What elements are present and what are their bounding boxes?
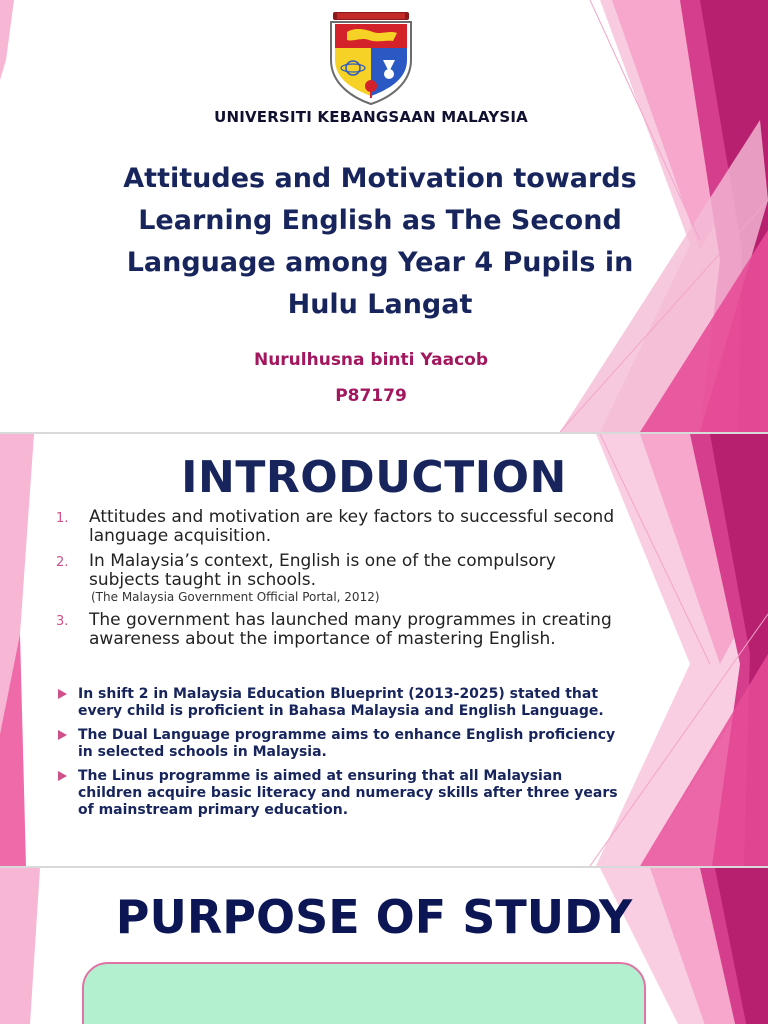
item-number: 2. bbox=[56, 555, 69, 570]
list-item bbox=[56, 768, 626, 819]
item-text: In Malaysia’s context, English is one of the compulsory subjects taught in schools. bbox=[89, 551, 556, 590]
introduction-slide bbox=[0, 434, 768, 866]
bullet-text: The Linus programme is aimed at ensuring that all Malaysian children acquire basic literacy and numeracy skills after three years of mainstream primary education. bbox=[78, 768, 618, 818]
author-name: Nurulhusna binti Yaacob bbox=[253, 350, 489, 370]
list-item bbox=[56, 508, 616, 546]
item-number: 1. bbox=[56, 511, 69, 526]
list-item bbox=[56, 686, 626, 720]
list-item bbox=[56, 727, 626, 761]
bullet-text: In shift 2 in Malaysia Education Blueprint (2013-2025) stated that every child is proficient in Bahasa Malaysia and English Language. bbox=[78, 686, 604, 719]
citation: (The Malaysia Government Official Portal, 2012) bbox=[91, 590, 380, 604]
purpose-slide bbox=[0, 868, 768, 1024]
title-slide bbox=[0, 0, 768, 432]
item-number: 3. bbox=[56, 614, 69, 629]
university-crest-logo bbox=[327, 10, 415, 106]
triangle-bullet-icon bbox=[58, 771, 67, 781]
item-text: The government has launched many programmes in creating awareness about the importance of mastering English. bbox=[89, 610, 612, 649]
triangle-bullet-icon bbox=[58, 689, 67, 699]
numbered-points-list bbox=[56, 508, 616, 655]
bullet-text: The Dual Language programme aims to enhance English proficiency in selected schools in Malaysia. bbox=[78, 727, 616, 760]
presentation-title: Attitudes and Motivation towards Learning English as The Second Language among Year 4 Pupils in Hulu Langat bbox=[123, 163, 637, 320]
bullet-points-list bbox=[56, 686, 626, 826]
list-item bbox=[56, 552, 616, 605]
matric-number: P87179 bbox=[335, 386, 407, 406]
introduction-heading: INTRODUCTION bbox=[181, 452, 567, 503]
purpose-text-box bbox=[82, 962, 646, 1024]
university-name: UNIVERSITI KEBANGSAAN MALAYSIA bbox=[214, 108, 528, 126]
list-item bbox=[56, 611, 616, 649]
item-text: Attitudes and motivation are key factors to successful second language acquisition. bbox=[89, 507, 615, 546]
purpose-heading: PURPOSE OF STUDY bbox=[115, 890, 633, 944]
triangle-bullet-icon bbox=[58, 730, 67, 740]
